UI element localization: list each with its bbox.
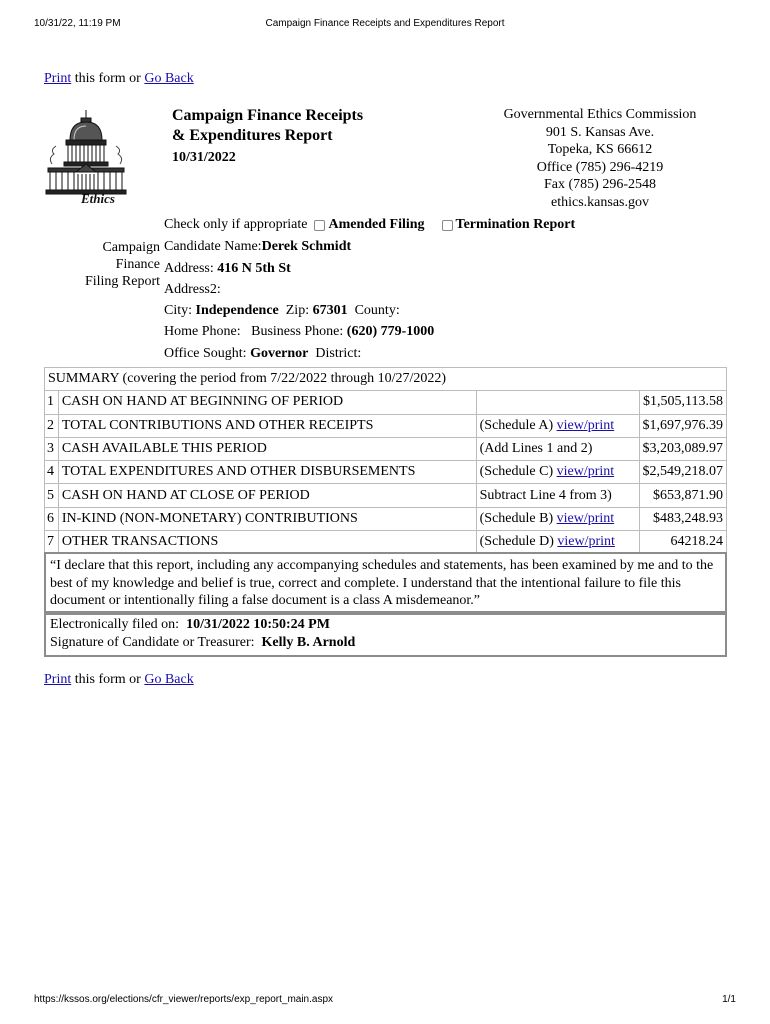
filing-label-line3: Filing Report xyxy=(84,274,160,289)
termination-report-label: Termination Report xyxy=(455,217,576,232)
line-amount: $483,248.93 xyxy=(639,507,727,530)
line-amount: $3,203,089.97 xyxy=(639,437,727,460)
schedule-note: (Add Lines 1 and 2) xyxy=(479,441,593,457)
city-row: City: Independence Zip: 67301 County: xyxy=(164,303,400,318)
candidate-address: 416 N 5th St xyxy=(217,261,291,276)
bottom-nav xyxy=(44,672,194,688)
view-print-link[interactable]: view/print xyxy=(556,464,615,480)
line-amount: $1,697,976.39 xyxy=(639,414,727,437)
efile-box xyxy=(44,611,727,657)
line-schedule xyxy=(476,484,639,507)
candidate-name: Derek Schmidt xyxy=(261,239,352,254)
filing-type-checks xyxy=(164,217,575,233)
line-label: CASH AVAILABLE THIS PERIOD xyxy=(58,437,476,460)
agency-fax: Fax (785) 296-2548 xyxy=(544,177,656,192)
line-number: 6 xyxy=(45,507,59,530)
view-print-link[interactable]: view/print xyxy=(556,417,615,433)
filed-on-row: Electronically filed on: 10/31/2022 10:50:24 PM xyxy=(50,617,330,632)
line-number: 4 xyxy=(45,461,59,484)
agency-street: 901 S. Kansas Ave. xyxy=(545,124,655,140)
summary-row xyxy=(45,507,727,530)
candidate-name-row: Candidate Name:Derek Schmidt xyxy=(164,239,352,254)
top-nav xyxy=(44,71,194,87)
print-datetime: 10/31/22, 11:19 PM xyxy=(34,18,121,29)
line-label: CASH ON HAND AT BEGINNING OF PERIOD xyxy=(58,391,476,414)
line-label: CASH ON HAND AT CLOSE OF PERIOD xyxy=(58,484,476,507)
line-label: TOTAL EXPENDITURES AND OTHER DISBURSEMENTS xyxy=(58,461,476,484)
capitol-building-icon xyxy=(44,106,128,204)
line-schedule xyxy=(476,391,639,414)
address2-row: Address2: xyxy=(164,282,221,297)
summary-row xyxy=(45,414,727,437)
line-number: 5 xyxy=(45,484,59,507)
declaration-box: “I declare that this report, including any accompanying schedules and statements, has been examined by me and to the best of my knowledge and belief is true, correct and complete. I understand that the intentional failure to file this document or intentionally filing a false document is a class A misdemeanor.” xyxy=(44,552,727,615)
check-prompt: Check only if appropriate xyxy=(164,217,308,232)
signature-value: Kelly B. Arnold xyxy=(261,635,356,650)
line-schedule xyxy=(476,531,639,554)
phone-row: Home Phone: Business Phone: (620) 779-1000 xyxy=(164,324,435,339)
schedule-note: (Schedule B) xyxy=(479,510,554,526)
line-number: 2 xyxy=(45,414,59,437)
summary-table xyxy=(44,367,727,554)
summary-row xyxy=(45,461,727,484)
filed-on-value: 10/31/2022 10:50:24 PM xyxy=(186,617,330,632)
schedule-note: (Schedule A) xyxy=(479,417,554,433)
go-back-link-bottom[interactable]: Go Back xyxy=(144,672,194,687)
termination-report-checkbox[interactable] xyxy=(442,220,453,231)
report-title-block xyxy=(172,106,363,168)
business-phone: (620) 779-1000 xyxy=(346,324,435,339)
filing-label-line1: Campaign xyxy=(102,240,160,255)
line-schedule xyxy=(476,437,639,460)
report-title-line2: & Expenditures Report xyxy=(172,127,333,144)
line-amount: 64218.24 xyxy=(639,531,727,554)
filing-report-label xyxy=(76,239,160,290)
agency-city: Topeka, KS 66612 xyxy=(547,142,653,157)
logo-caption: Ethics xyxy=(81,191,115,204)
print-link[interactable]: Print xyxy=(44,71,72,86)
line-schedule xyxy=(476,507,639,530)
line-number: 1 xyxy=(45,391,59,414)
candidate-city: Independence xyxy=(195,303,279,318)
report-title-line1: Campaign Finance Receipts xyxy=(172,107,364,124)
agency-address-block xyxy=(475,106,725,211)
summary-heading-row xyxy=(45,368,727,391)
line-number: 3 xyxy=(45,437,59,460)
schedule-note: Subtract Line 4 from 3) xyxy=(479,487,612,503)
candidate-zip: 67301 xyxy=(312,303,348,318)
nav-middle-text-bottom: this form or xyxy=(74,672,141,687)
amended-filing-label: Amended Filing xyxy=(328,217,425,232)
summary-row xyxy=(45,391,727,414)
nav-middle-text: this form or xyxy=(74,71,141,86)
print-url: https://kssos.org/elections/cfr_viewer/reports/exp_report_main.aspx xyxy=(34,994,334,1005)
office-sought: Governor xyxy=(250,346,309,361)
line-amount: $2,549,218.07 xyxy=(639,461,727,484)
line-label: IN-KIND (NON-MONETARY) CONTRIBUTIONS xyxy=(58,507,476,530)
line-label: OTHER TRANSACTIONS xyxy=(58,531,476,554)
print-page-count: 1/1 xyxy=(722,994,736,1005)
print-page-title: Campaign Finance Receipts and Expenditures Report xyxy=(265,18,505,29)
schedule-note: (Schedule D) xyxy=(479,534,554,550)
schedule-note: (Schedule C) xyxy=(479,464,554,480)
report-date: 10/31/2022 xyxy=(172,150,236,165)
print-link-bottom[interactable]: Print xyxy=(44,672,72,687)
summary-heading: SUMMARY (covering the period from 7/22/2022 through 10/27/2022) xyxy=(45,368,727,391)
view-print-link[interactable]: view/print xyxy=(556,510,615,526)
agency-name: Governmental Ethics Commission xyxy=(503,107,697,122)
line-schedule xyxy=(476,461,639,484)
line-number: 7 xyxy=(45,531,59,554)
amended-filing-checkbox[interactable] xyxy=(314,220,325,231)
view-print-link[interactable]: view/print xyxy=(557,534,615,550)
agency-office-phone: Office (785) 296-4219 xyxy=(536,159,664,175)
summary-row xyxy=(45,484,727,507)
agency-website: ethics.kansas.gov xyxy=(551,194,649,210)
summary-row xyxy=(45,531,727,554)
office-row: Office Sought: Governor District: xyxy=(164,346,362,361)
line-amount: $653,871.90 xyxy=(639,484,727,507)
address-row: Address: 416 N 5th St xyxy=(164,261,291,276)
signature-row: Signature of Candidate or Treasurer: Kelly B. Arnold xyxy=(50,635,356,650)
go-back-link[interactable]: Go Back xyxy=(144,71,194,86)
line-schedule xyxy=(476,414,639,437)
summary-row xyxy=(45,437,727,460)
line-label: TOTAL CONTRIBUTIONS AND OTHER RECEIPTS xyxy=(58,414,476,437)
filing-label-line2: Finance xyxy=(115,257,160,272)
line-amount: $1,505,113.58 xyxy=(639,391,727,414)
